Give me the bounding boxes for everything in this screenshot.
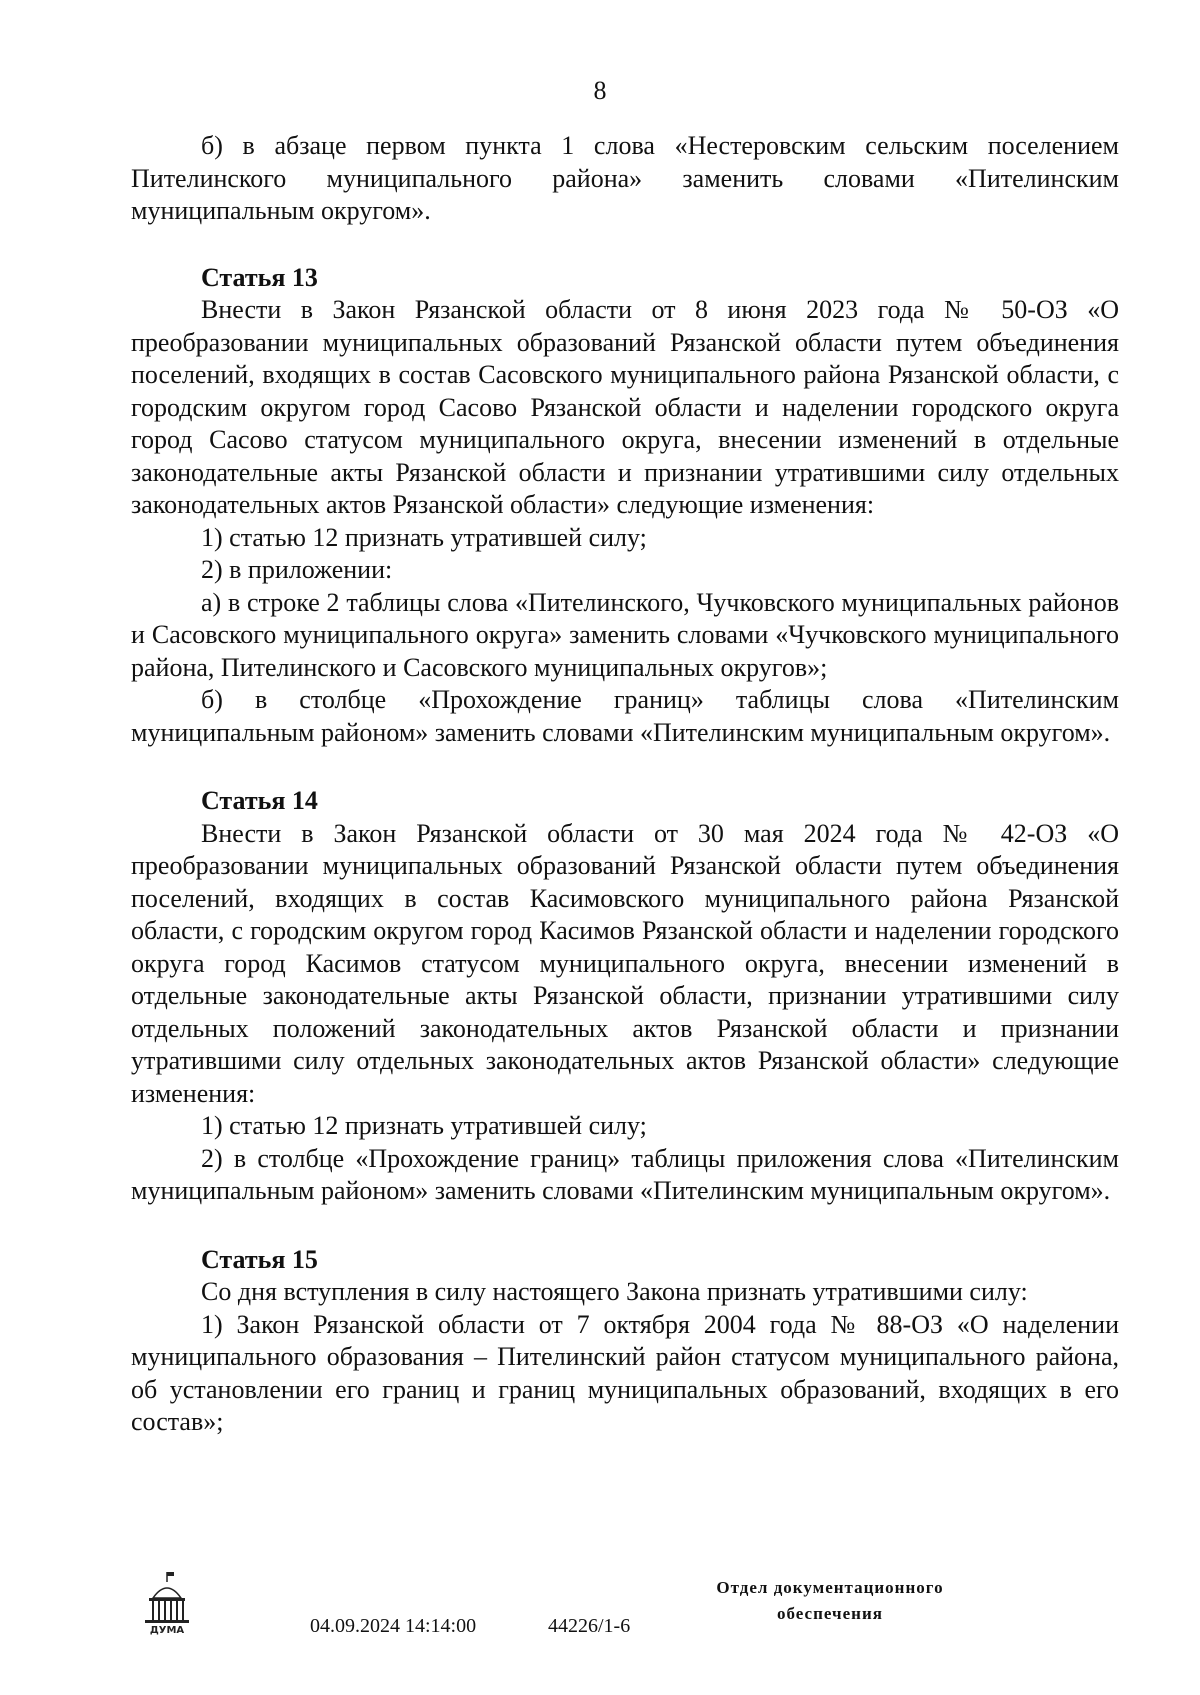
article-13-paragraph: а) в строке 2 таблицы слова «Пителинского, Чучковского муниципальных районов и Сасовского муниципального округа» заменить словами «Чучковского муниципального района, Пителинского и Сасовского муниципальных округов»; xyxy=(131,587,1119,682)
article-13-heading: Статья 13 xyxy=(201,262,318,292)
document-footer xyxy=(0,1570,1200,1680)
article-14-paragraph: Внести в Закон Рязанской области от 30 мая 2024 года № 42-ОЗ «О преобразовании муниципальных образований Рязанской области путем объединения поселений, входящих в состав Касимовского муниципального района Рязанской области, с городским округом город Касимов Рязанской области и наделении городского округа город Касимов статусом муниципального округа, внесении изменений в отдельные законодательные акты Рязанской области, признании утратившими силу отдельных положений законодательных актов Рязанской области и признании утратившими силу отдельных законодательных актов Рязанской области» следующие изменения: xyxy=(131,818,1119,1108)
article-15-heading: Статья 15 xyxy=(201,1244,318,1274)
paragraph-intro: б) в абзаце первом пункта 1 слова «Нестеровским сельским поселением Пителинского муниципального района» заменить словами «Пителинским муниципальным округом». xyxy=(131,131,1119,225)
article-13-paragraph: 2) в приложении: xyxy=(201,555,393,584)
article-15-paragraph: Со дня вступления в силу настоящего Закона признать утратившими силу: xyxy=(201,1277,1028,1306)
article-13-paragraph: б) в столбце «Прохождение границ» таблицы слова «Пителинским муниципальным районом» заменить словами «Пителинским муниципальным округом». xyxy=(131,685,1119,747)
department-line-2: обеспечения xyxy=(777,1604,883,1623)
department-line-1: Отдел документационного xyxy=(716,1578,944,1597)
article-14-heading: Статья 14 xyxy=(201,786,318,815)
footer-datetime: 04.09.2024 14:14:00 xyxy=(310,1615,477,1637)
footer-department xyxy=(700,1575,960,1627)
article-14-paragraph: 1) статью 12 признать утратившей силу; xyxy=(201,1111,647,1140)
document-body xyxy=(131,130,1119,1439)
article-13-paragraph: 1) статью 12 признать утратившей силу; xyxy=(201,522,647,552)
article-14-paragraph: 2) в столбце «Прохождение границ» таблицы приложения слова «Пителинским муниципальным районом» заменить словами «Пителинским муниципальным округом». xyxy=(131,1143,1119,1205)
footer-document-code: 44226/1-6 xyxy=(548,1615,631,1637)
duma-building-logo-icon xyxy=(143,1570,191,1636)
article-13-paragraph: Внести в Закон Рязанской области от 8 июня 2023 года № 50-ОЗ «О преобразовании муниципальных образований Рязанской области путем объединения поселений, входящих в состав Сасовского муниципального района Рязанской области, с городским округом город Сасово Рязанской области и наделении городского округа город Сасово статусом муниципального округа, внесении изменений в отдельные законодательные акты Рязанской области и признании утратившими силу отдельных законодательных актов Рязанской области» следующие изменения: xyxy=(131,295,1119,519)
logo-text: ДУМА xyxy=(149,1625,185,1636)
article-15-paragraph: 1) Закон Рязанской области от 7 октября 2004 года № 88-ОЗ «О наделении муниципального образования – Пителинский район статусом муниципального района, об установлении его границ и границ муниципальных образований, входящих в его состав»; xyxy=(131,1309,1119,1436)
page-number: 8 xyxy=(593,76,607,105)
